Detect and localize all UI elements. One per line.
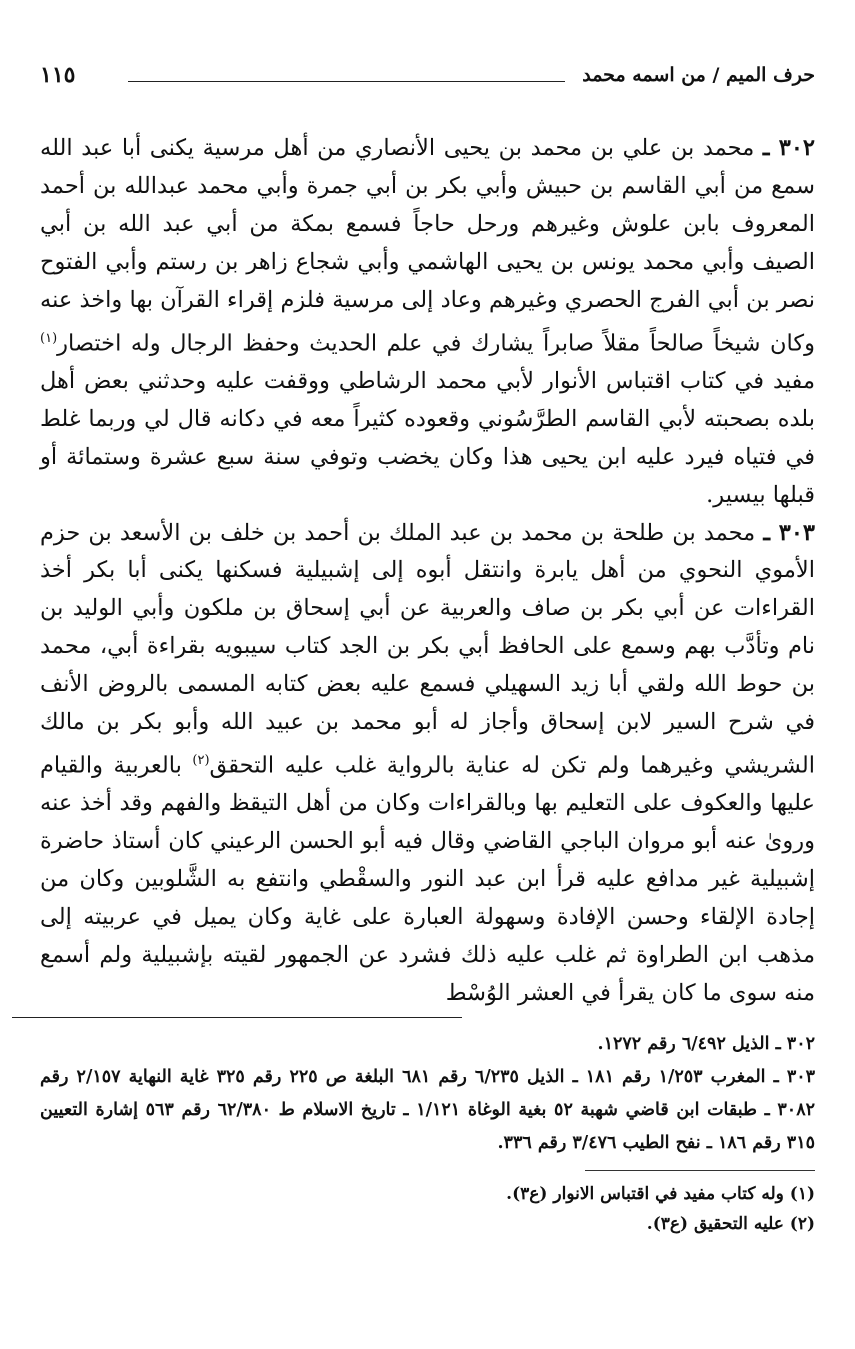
source-number: ٣٠٢ ـ — [775, 1033, 815, 1054]
footnote-marker: (١) — [40, 330, 58, 346]
footnote-2: (٢) عليه التحقيق (ع٣). — [646, 1213, 815, 1234]
entry-text: محمد بن علي بن محمد بن يحيى الأنصاري من أهل مرسية يكنى أبا عبد الله سمع من أبي القاسم بن حبيش وأبي بكر بن أبي جمرة وأبي محمد عبدالله بن أحمد المعروف بابن علوش وغيرهم ورحل حاجاً فسمع بمكة من أبي عبد الله بن أبي الصيف وأبي محمد يونس بن يحيى الهاشمي وأبي شجاع زاهر بن رستم وأبي الفتوح نصر بن أبي الفرج الحصري وغيرهم وعاد إلى مرسية فلزم إقراء القرآن بها واخذ عنه وكان شيخاً صالحاً مقلاً صابراً يشارك في علم الحديث وحفظ الرجال وله اختصار — [40, 135, 815, 357]
footnote-1: (١) وله كتاب مفيد في اقتباس الانوار (ع٣). — [506, 1183, 815, 1204]
source-entry-303 — [40, 1061, 815, 1160]
sources-section — [40, 1028, 815, 1160]
entry-number: ٣٠٢ ـ — [762, 135, 815, 161]
footnotes-section — [40, 1179, 815, 1239]
footnote-rule — [585, 1170, 815, 1171]
entry-text: محمد بن طلحة بن محمد بن عبد الملك بن أحمد بن خلف بن الأسعد بن حزم الأموي النحوي من أهل يابرة وانتقل أبوه إلى إشبيلية فسكنها يكنى أبا بكر أخذ القراءات عن أبي بكر بن صاف والعربية عن أبي إسحاق بن ملكون وأبي الوليد بن نام وتأدَّب بهم وسمع على الحافظ أبي بكر بن الجد كتاب سيبويه بقراءة أبي، محمد بن حوط الله ولقي أبا زيد السهيلي فسمع عليه بعض كتابه المسمى بالروض الأنف في شرح السير لابن إسحاق وأجاز له أبو محمد بن عبيد الله وأبو بكر بن مالك الشريشي وغيرهما ولم تكن له عناية بالرواية غلب عليه التحقق — [40, 519, 815, 779]
entry-number: ٣٠٣ ـ — [763, 519, 815, 546]
source-entry-302 — [40, 1028, 815, 1061]
page-number: ١١٥ — [40, 62, 76, 88]
biography-entry-302 — [40, 130, 815, 515]
sources-divider — [12, 1017, 462, 1018]
entry-text-continued: مفيد في كتاب اقتباس الأنوار لأبي محمد الرشاطي ووقفت عليه وحدثني بعض أهل بلده بصحبته لأبي القاسم الطرَّسُوني وقعوده كثيراً معه في دكانه قال لي وربما غلط في فتياه فيرد عليه ابن يحيى هذا وكان يخضب وتوفي سنة سبع عشرة وستمائة أو قبلها بيسير. — [40, 367, 815, 508]
footnote-marker: (٢) — [192, 753, 210, 768]
source-number: ٣٠٣ ـ — [773, 1066, 816, 1087]
book-page — [40, 58, 815, 1239]
source-text: المغرب ١/٢٥٣ رقم ١٨١ ـ الذيل ٦/٢٣٥ رقم ٦٨١ البلغة ص ٢٢٥ رقم ٣٢٥ غاية النهاية ٢/١٥٧ رقم ٣٠٨٢ ـ طبقات ابن قاضي شهبة ٥٢ بغية الوغاة ١/١٢١ ـ تاريخ الاسلام ط ٦٢/٣٨٠ رقم ٥٦٣ إشارة التعيين ٣١٥ رقم ١٨٦ ـ نفح الطيب ٣/٤٧٦ رقم ٣٣٦. — [40, 1066, 816, 1153]
main-text — [40, 130, 815, 1013]
page-header — [40, 58, 815, 98]
source-text: الذيل ٦/٤٩٢ رقم ١٢٧٢. — [597, 1033, 770, 1054]
biography-entry-303 — [40, 515, 815, 1013]
entry-text-continued: بالعربية والقيام عليها والعكوف على التعليم بها وبالقراءات وكان من أهل التيقظ والفهم وقد أخذ عنه وروىٰ عنه أبو مروان الباجي القاضي وقال فيه أبو الحسن الرعيني كان أستاذ حاضرة إشبيلية غير مدافع عليه قرأ ابن عبد النور والسقْطي وانتفع به الشَّلوبين وكان من إجادة الإلقاء وحسن الإفادة وسهولة العبارة على غاية وكان يميل في عربيته إلى مذهب ابن الطراوة ثم غلب عليه ذلك فشرد عن الجمهور لقيته بإشبيلية ولم أسمع منه سوى ما كان يقرأ في العشر الوُسْط — [40, 752, 815, 1006]
running-head: حرف الميم / من اسمه محمد — [582, 64, 815, 86]
header-rule — [128, 81, 565, 82]
